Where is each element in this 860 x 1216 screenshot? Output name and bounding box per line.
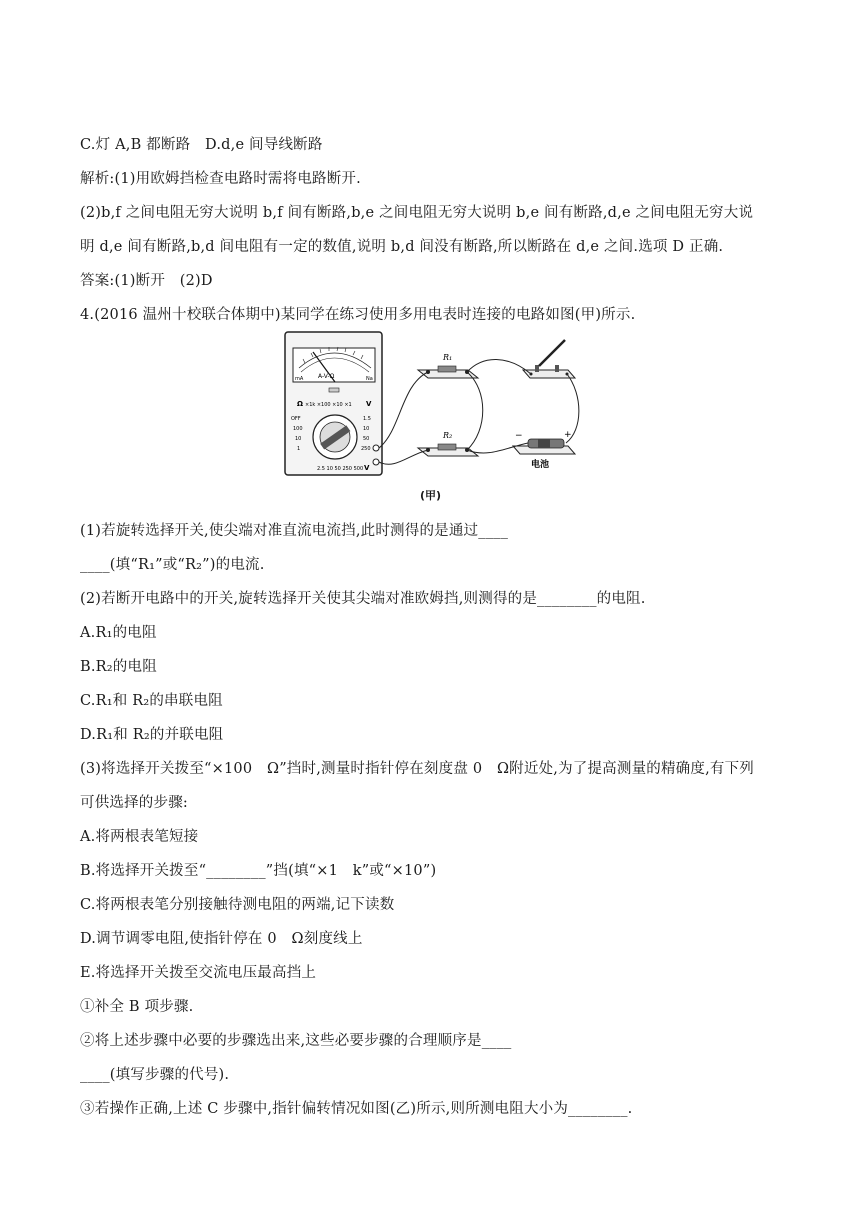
subq-1: ①补全 B 项步骤. xyxy=(80,999,194,1015)
analysis-2b: 明 d,e 间有断路,b,d 间电阻有一定的数值,说明 b,d 间没有断路,所以断路在 d,e 之间.选项 D 正确. xyxy=(80,239,724,255)
step-a: A.将两根表笔短接 xyxy=(80,829,199,845)
multimeter xyxy=(285,332,382,475)
battery-holder xyxy=(513,430,575,470)
resistor-r2 xyxy=(418,431,478,456)
q4-part1-b: ____(填“R₁”或“R₂”)的电流. xyxy=(80,557,265,573)
dial-off-label: OFF xyxy=(291,416,301,422)
svg-text:10: 10 xyxy=(363,426,370,432)
subq-2a: ②将上述步骤中必要的步骤选出来,这些必要步骤的合理顺序是____ xyxy=(80,1033,512,1049)
analysis-2a: (2)b,f 之间电阻无穷大说明 b,f 间有断路,b,e 之间电阻无穷大说明 b,e 间有断路,d,e 之间电阻无穷大说 xyxy=(80,205,754,221)
figure-caption: (甲) xyxy=(420,489,442,502)
subq-2b: ____(填写步骤的代号). xyxy=(80,1067,230,1083)
meter-ohm-ranges: ×1k ×100 ×10 ×1 xyxy=(305,402,352,408)
q4-part1-a: (1)若旋转选择开关,使尖端对准直流电流挡,此时测得的是通过____ xyxy=(80,523,509,539)
svg-text:250: 250 xyxy=(361,446,371,452)
svg-text:10: 10 xyxy=(295,436,302,442)
step-e: E.将选择开关拨至交流电压最高挡上 xyxy=(80,965,317,981)
r2-label: R₂ xyxy=(443,431,453,440)
step-c: C.将两根表笔分别接触待测电阻的两端,记下读数 xyxy=(80,897,395,913)
q4-part2-option-b: B.R₂的电阻 xyxy=(80,659,157,675)
svg-text:1: 1 xyxy=(297,446,301,452)
q4-part2-option-a: A.R₁的电阻 xyxy=(80,625,157,641)
meter-ma-label: mA xyxy=(295,376,304,382)
q4-part2-option-c: C.R₁和 R₂的串联电阻 xyxy=(80,693,223,709)
question-4-title: 4.(2016 温州十校联合体期中)某同学在练习使用多用电表时连接的电路如图(甲)所示. xyxy=(80,307,636,323)
q4-part2-option-d: D.R₁和 R₂的并联电阻 xyxy=(80,727,224,743)
meter-na-label: Na xyxy=(366,376,373,382)
meter-scale-label: A-V-Ω xyxy=(318,373,335,380)
battery-label: 电池 xyxy=(531,460,550,470)
battery-minus: − xyxy=(515,431,523,441)
q4-part3-a: (3)将选择开关拨至“×100 Ω”挡时,测量时指针停在刻度盘 0 Ω附近处,为了提高测量的精确度,有下列 xyxy=(80,761,754,777)
answer-line: 答案:(1)断开 (2)D xyxy=(80,273,213,289)
knife-switch xyxy=(523,340,575,378)
q4-part2: (2)若断开电路中的开关,旋转选择开关使其尖端对准欧姆挡,则测得的是________的电阻. xyxy=(80,591,646,607)
option-c-d-line: C.灯 A,B 都断路 D.d,e 间导线断路 xyxy=(80,137,323,153)
svg-text:1.5: 1.5 xyxy=(363,416,371,422)
svg-text:100: 100 xyxy=(293,426,303,432)
svg-text:V: V xyxy=(366,400,372,408)
step-d: D.调节调零电阻,使指针停在 0 Ω刻度线上 xyxy=(80,931,363,947)
circuit-diagram xyxy=(283,330,580,505)
step-b: B.将选择开关拨至“________”挡(填“×1 k”或“×10”) xyxy=(80,863,437,879)
q4-part3-b: 可供选择的步骤: xyxy=(80,795,188,811)
circuit-figure xyxy=(283,330,580,505)
subq-3: ③若操作正确,上述 C 步骤中,指针偏转情况如图(乙)所示,则所测电阻大小为________. xyxy=(80,1101,633,1117)
meter-ohm-symbol: Ω xyxy=(297,400,303,408)
meter-v-symbol: V xyxy=(364,464,370,472)
battery-plus: + xyxy=(564,430,572,440)
svg-text:50: 50 xyxy=(363,436,370,442)
analysis-1: 解析:(1)用欧姆挡检查电路时需将电路断开. xyxy=(80,171,361,187)
r1-label: R₁ xyxy=(443,353,453,362)
dial-bottom-label: 2.5 10 50 250 500 xyxy=(317,466,364,472)
